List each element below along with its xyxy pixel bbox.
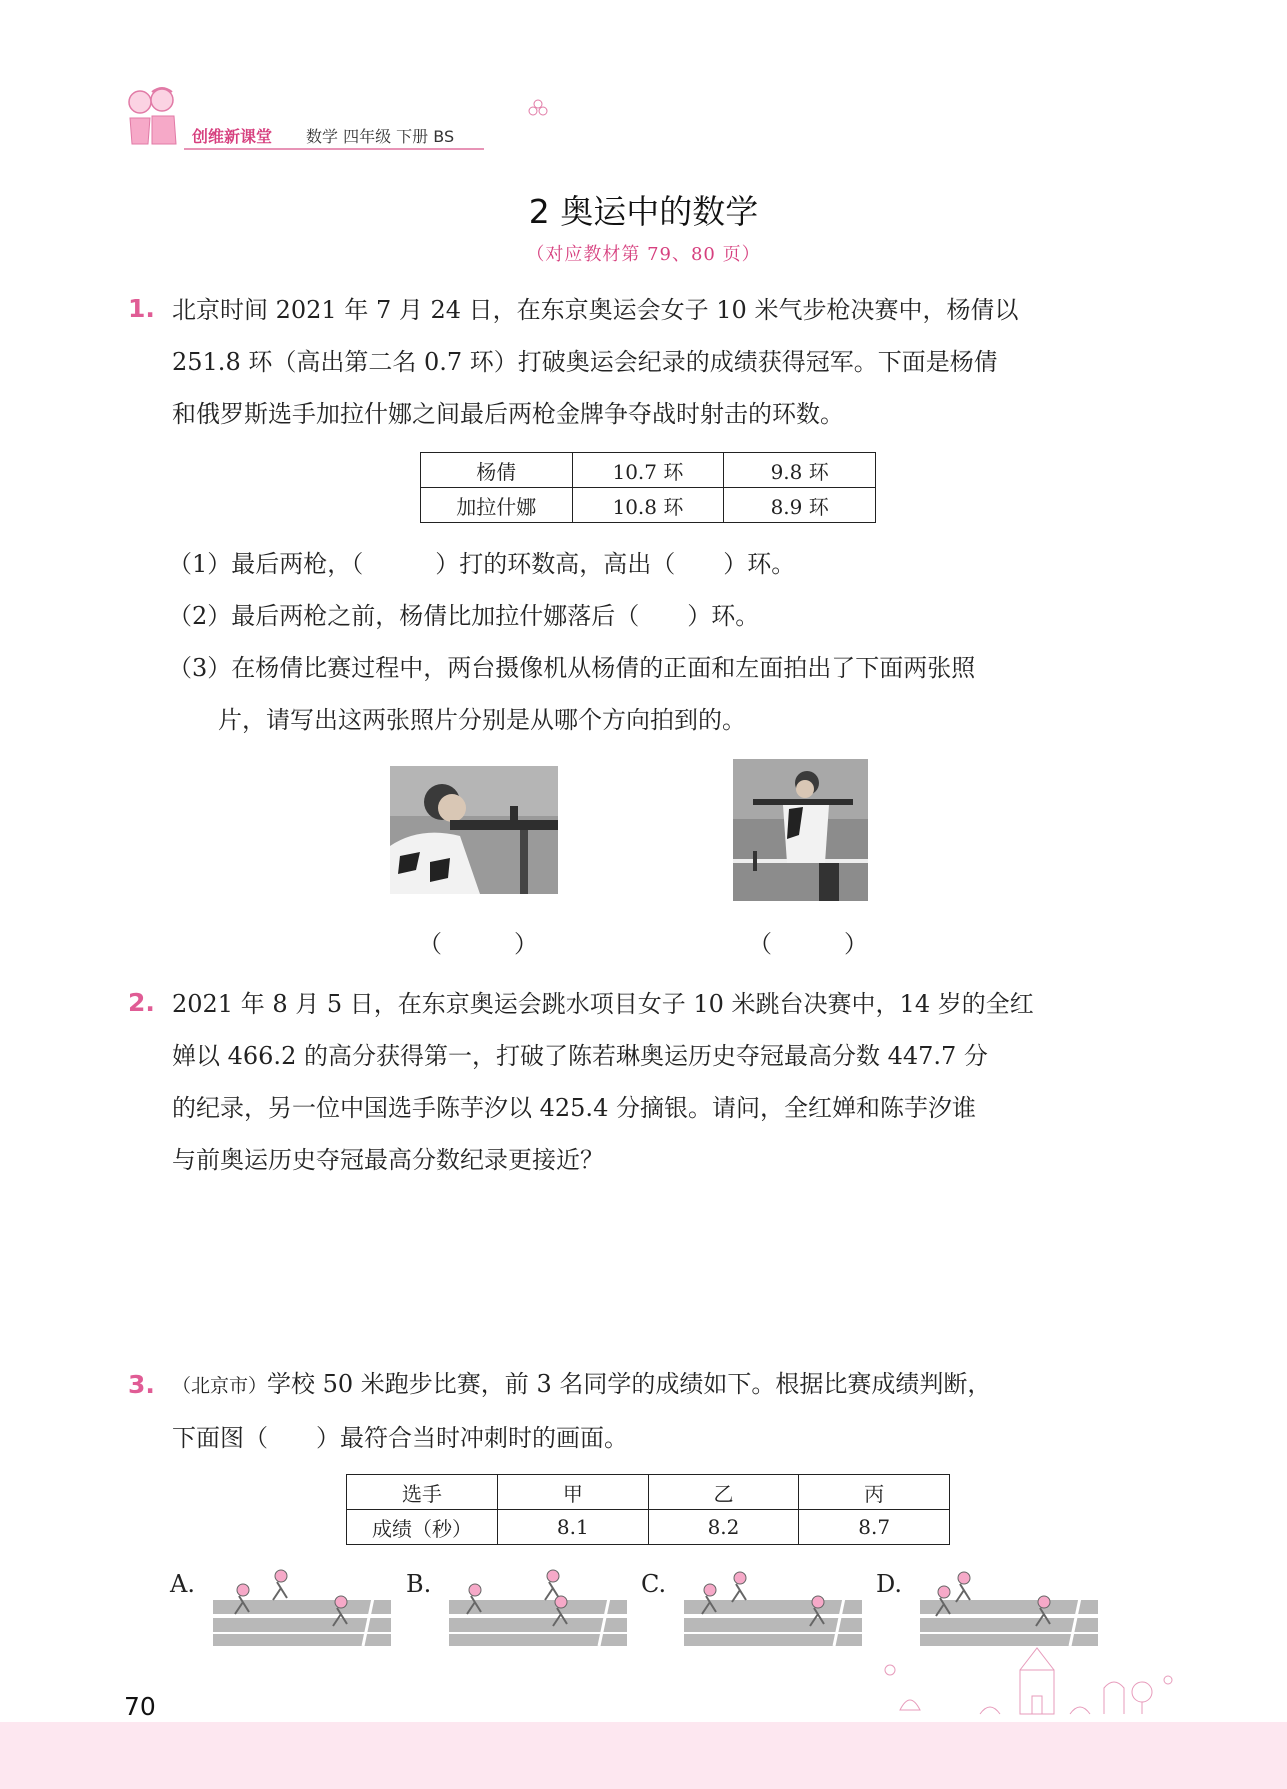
question-2-text — [172, 978, 1034, 1186]
table-cell: 9.8 环 — [724, 453, 876, 488]
table-cell: 10.7 环 — [572, 453, 724, 488]
table-row — [421, 453, 876, 488]
table-cell: 杨倩 — [421, 453, 573, 488]
header-underline — [184, 148, 484, 150]
option-c-runners-image[interactable] — [684, 1568, 862, 1648]
page-header — [122, 84, 542, 154]
subquestion-3: （3）在杨倩比赛过程中，两台摄像机从杨倩的正面和左面拍出了下面两张照 — [168, 654, 976, 682]
subquestion-2: （2）最后两枪之前，杨倩比加拉什娜落后（ ）环。 — [168, 602, 760, 630]
table-cell: 8.1 — [497, 1510, 648, 1545]
question-2-line: 与前奥运历史夺冠最高分数纪录更接近？ — [172, 1146, 604, 1174]
question-2-line: 2021 年 8 月 5 日，在东京奥运会跳水项目女子 10 米跳台决赛中，14 岁的全红 — [172, 990, 1034, 1018]
question-2-number: 2. — [128, 988, 155, 1017]
question-1-text — [172, 284, 1018, 440]
brand-name: 创维新课堂 — [192, 127, 273, 146]
option-d-label[interactable]: D. — [876, 1570, 903, 1598]
shooter-front-photo — [733, 759, 868, 901]
question-2-line: 婵以 466.2 的高分获得第一，打破了陈若琳奥运历史夺冠最高分数 447.7 分 — [172, 1042, 988, 1070]
book-info: 数学 四年级 下册 BS — [306, 127, 455, 146]
option-a-label[interactable]: A. — [170, 1570, 195, 1598]
option-a-runners-image[interactable] — [213, 1568, 391, 1648]
race-results-table — [346, 1474, 950, 1545]
table-cell: 甲 — [497, 1475, 648, 1510]
question-3-line — [172, 1358, 991, 1412]
page-title: 2 奥运中的数学 — [528, 192, 759, 231]
answer-blank-left[interactable]: （ ） — [418, 930, 538, 958]
footer-band — [0, 1722, 1287, 1789]
question-3-line2: 下面图（ ）最符合当时冲刺时的画面。 — [172, 1424, 628, 1452]
table-cell: 8.9 环 — [724, 488, 876, 523]
question-1-line: 北京时间 2021 年 7 月 24 日，在东京奥运会女子 10 米气步枪决赛中，杨倩以 — [172, 296, 1019, 324]
shooter-side-photo — [390, 766, 558, 894]
cartoon-kids-logo — [122, 84, 184, 150]
table-row — [347, 1475, 950, 1510]
table-row — [347, 1510, 950, 1545]
option-d-runners-image[interactable] — [920, 1568, 1098, 1648]
flower-icon — [527, 98, 549, 120]
subquestion-3-cont: 片，请写出这两张照片分别是从哪个方向拍到的。 — [218, 706, 746, 734]
question-3-number: 3. — [128, 1370, 155, 1399]
question-1-subparts — [168, 538, 975, 746]
table-cell: 8.2 — [648, 1510, 799, 1545]
subquestion-1: （1）最后两枪，（ ）打的环数高，高出（ ）环。 — [168, 550, 796, 578]
table-cell: 8.7 — [799, 1510, 950, 1545]
table-row — [421, 488, 876, 523]
table-cell: 选手 — [347, 1475, 498, 1510]
table-cell: 丙 — [799, 1475, 950, 1510]
table-cell: 10.8 环 — [572, 488, 724, 523]
option-b-label[interactable]: B. — [406, 1570, 432, 1598]
shooting-scores-table — [420, 452, 876, 523]
question-1-line: 和俄罗斯选手加拉什娜之间最后两枪金牌争夺战时射击的环数。 — [172, 400, 844, 428]
page-number: 70 — [124, 1692, 156, 1721]
question-2-line: 的纪录，另一位中国选手陈芋汐以 425.4 分摘银。请问，全红婵和陈芋汐谁 — [172, 1094, 976, 1122]
question-3-source: （北京市） — [172, 1375, 268, 1397]
textbook-reference: （对应教材第 79、80 页） — [526, 244, 761, 265]
table-cell: 乙 — [648, 1475, 799, 1510]
answer-blank-right[interactable]: （ ） — [748, 930, 868, 958]
castle-decoration-icon — [880, 1640, 1180, 1722]
question-3-text — [172, 1358, 991, 1464]
question-1-line: 251.8 环（高出第二名 0.7 环）打破奥运会纪录的成绩获得冠军。下面是杨倩 — [172, 348, 998, 376]
table-cell: 成绩（秒） — [347, 1510, 498, 1545]
option-c-label[interactable]: C. — [641, 1570, 667, 1598]
question-3-line1: 学校 50 米跑步比赛，前 3 名同学的成绩如下。根据比赛成绩判断， — [267, 1370, 992, 1398]
question-1-number: 1. — [128, 294, 155, 323]
option-b-runners-image[interactable] — [449, 1568, 627, 1648]
table-cell: 加拉什娜 — [421, 488, 573, 523]
